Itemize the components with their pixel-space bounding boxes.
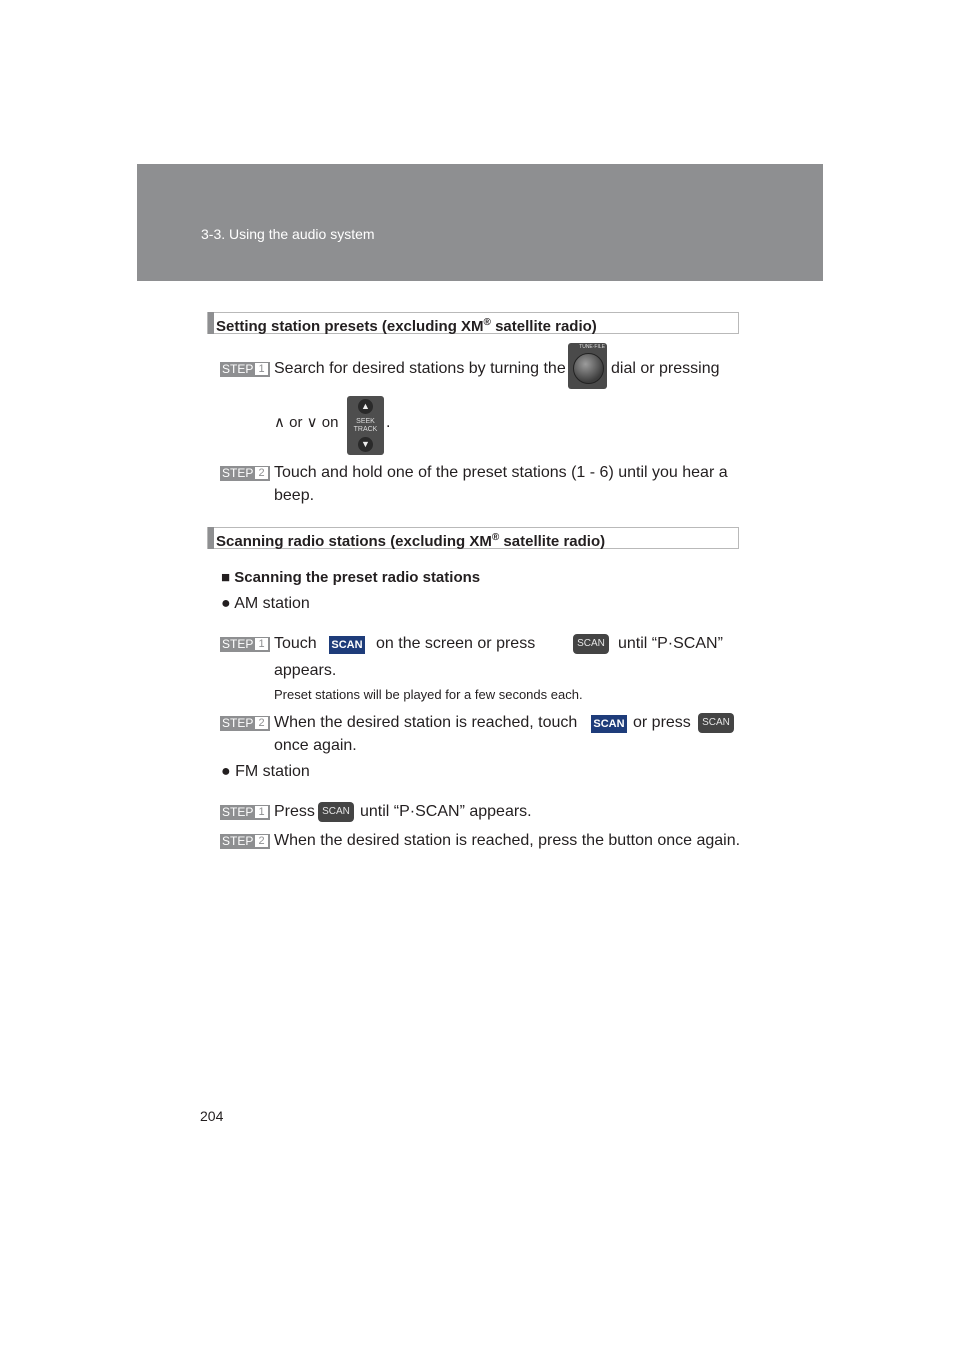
- step-text: until “P·SCAN”: [618, 635, 723, 652]
- bullet-am-station: ● AM station: [221, 595, 310, 612]
- tune-file-dial-icon: TUNE·FILE: [568, 343, 607, 389]
- subheading: ■ Scanning the preset radio stations: [221, 569, 481, 586]
- section-accent: [208, 312, 214, 334]
- scan-hardware-button-icon: SCAN: [573, 634, 609, 654]
- step-text: beep.: [274, 487, 315, 504]
- step-text: once again.: [274, 737, 357, 754]
- step-text: When the desired station is reached, touch: [274, 714, 578, 731]
- step-text: dial or pressing: [611, 360, 720, 377]
- seek-track-button-icon: ▲ SEEK TRACK ▼: [347, 396, 384, 455]
- step-badge: STEP 2: [220, 834, 270, 849]
- step-badge: STEP 2: [220, 466, 270, 481]
- step-text: .: [386, 414, 391, 431]
- step-badge: STEP 2: [220, 716, 270, 731]
- step-text: or press: [633, 714, 691, 731]
- chevron-down-icon: ▼: [358, 437, 373, 452]
- header-band: [137, 164, 823, 281]
- step-text: Search for desired stations by turning the: [274, 360, 566, 377]
- scan-screen-button-icon: SCAN: [329, 636, 365, 654]
- step-text: until “P·SCAN” appears.: [360, 803, 532, 820]
- note-text: Preset stations will be played for a few seconds each.: [274, 687, 583, 702]
- step-text: on the screen or press: [376, 635, 536, 652]
- step-text: Touch: [274, 635, 317, 652]
- section-accent: [208, 527, 214, 549]
- step-badge: STEP 1: [220, 362, 270, 377]
- scan-hardware-button-icon: SCAN: [318, 802, 354, 822]
- step-badge: STEP 1: [220, 637, 270, 652]
- section-heading-scanning: [207, 527, 739, 549]
- section-title: Scanning radio stations (excluding XM® satellite radio): [216, 532, 606, 550]
- step-text: appears.: [274, 662, 337, 679]
- scan-hardware-button-icon: SCAN: [698, 713, 734, 733]
- header-section-title: 3-3. Using the audio system: [201, 226, 375, 242]
- step-text: Press: [274, 803, 315, 820]
- page-number: 204: [200, 1108, 224, 1124]
- section-title: Setting station presets (excluding XM® satellite radio): [216, 317, 597, 335]
- scan-screen-button-icon: SCAN: [591, 715, 627, 733]
- bullet-fm-station: ● FM station: [221, 763, 310, 780]
- step-text: When the desired station is reached, press the button once again.: [274, 832, 741, 849]
- section-heading-presets: [207, 312, 739, 334]
- step-text: ∧ or ∨ on: [274, 414, 339, 431]
- dial-knob: [573, 353, 604, 384]
- chevron-up-icon: ▲: [358, 399, 373, 414]
- step-badge: STEP 1: [220, 805, 270, 820]
- step-text: Touch and hold one of the preset stations (1 - 6) until you hear a: [274, 464, 728, 481]
